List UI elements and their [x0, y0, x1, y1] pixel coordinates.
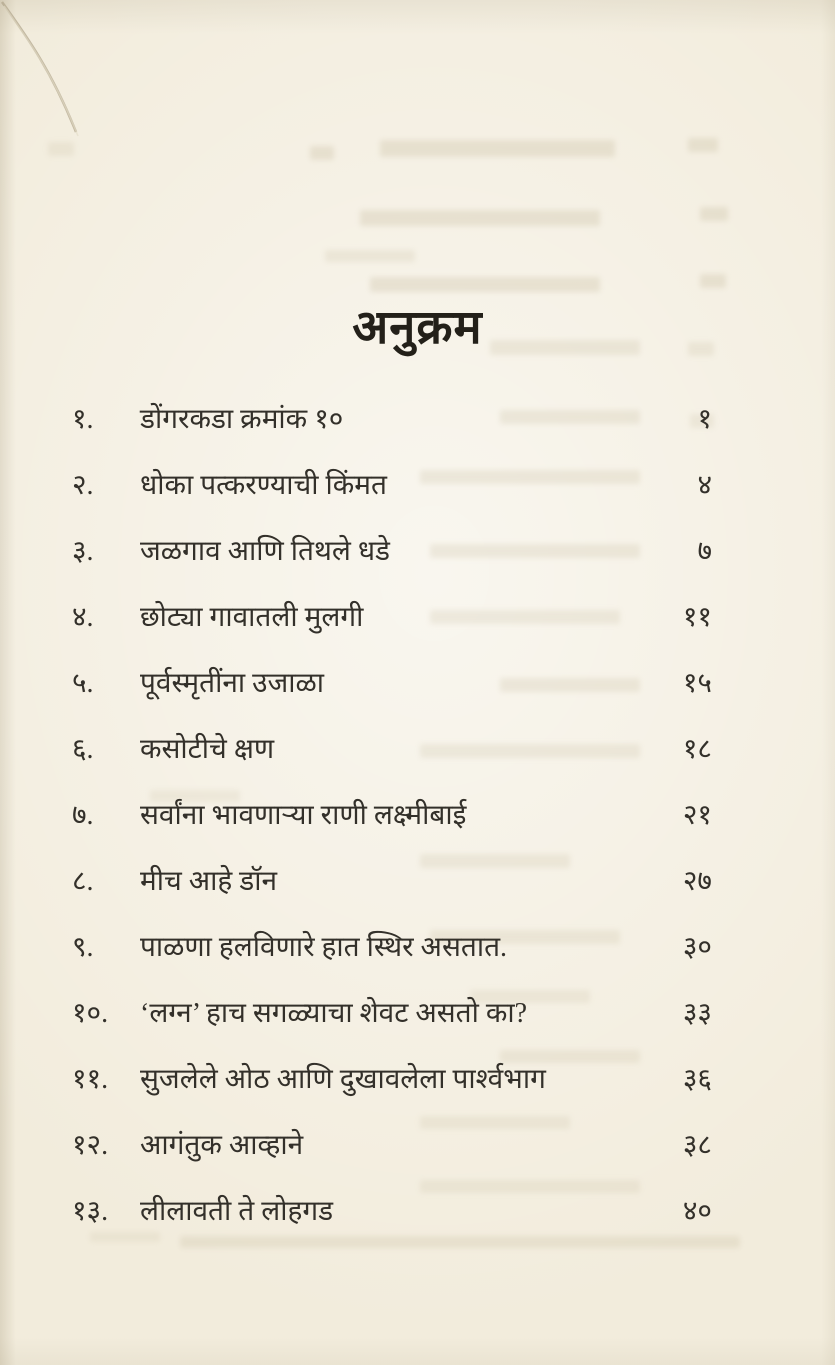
toc-row: [72, 536, 712, 602]
toc-item-page: १: [697, 404, 712, 435]
toc-item-page: ४: [697, 470, 712, 501]
toc-item-title: पूर्वस्मृतींना उजाळा: [140, 668, 325, 699]
toc-item-page: ७: [697, 536, 712, 567]
toc-item-number: ६.: [72, 734, 94, 765]
toc-item-title: सुजलेले ओठ आणि दुखावलेला पार्श्वभाग: [140, 1064, 546, 1095]
toc-item-title: सर्वांना भावणाऱ्या राणी लक्ष्मीबाई: [140, 800, 467, 831]
toc-item-number: ११.: [72, 1064, 109, 1095]
toc-row: [72, 1064, 712, 1130]
toc-item-page: ४०: [682, 1196, 712, 1227]
toc-item-title: धोका पत्करण्याची किंमत: [140, 470, 387, 501]
toc-item-page: १८: [682, 734, 712, 765]
toc-item-page: ३८: [682, 1130, 712, 1161]
toc-item-page: ३०: [682, 932, 712, 963]
toc-row: [72, 1196, 712, 1262]
toc-item-number: ४.: [72, 602, 94, 633]
toc-row: [72, 470, 712, 536]
toc-item-title: पाळणा हलविणारे हात स्थिर असतात.: [140, 932, 508, 963]
toc-item-number: १२.: [72, 1130, 109, 1161]
toc-item-page: २७: [682, 866, 712, 897]
toc-item-number: ७.: [72, 800, 94, 831]
toc-row: [72, 668, 712, 734]
table-of-contents: [72, 404, 712, 1262]
toc-item-number: ८.: [72, 866, 94, 897]
toc-row: [72, 998, 712, 1064]
toc-row: [72, 1130, 712, 1196]
toc-item-number: १.: [72, 404, 94, 435]
toc-item-number: ३.: [72, 536, 94, 567]
toc-item-page: ३६: [682, 1064, 712, 1095]
toc-item-title: डोंगरकडा क्रमांक १०: [140, 404, 344, 435]
toc-item-title: लीलावती ते लोहगड: [140, 1196, 334, 1227]
toc-row: [72, 800, 712, 866]
toc-item-title: मीच आहे डॉन: [140, 866, 278, 897]
toc-item-number: ५.: [72, 668, 94, 699]
toc-row: [72, 932, 712, 998]
toc-item-number: १३.: [72, 1196, 109, 1227]
toc-item-number: २.: [72, 470, 94, 501]
toc-item-page: २१: [682, 800, 712, 831]
toc-item-title: कसोटीचे क्षण: [140, 734, 275, 765]
toc-item-title: छोट्या गावातली मुलगी: [140, 602, 364, 633]
toc-row: [72, 734, 712, 800]
toc-item-number: ९.: [72, 932, 94, 963]
toc-item-page: ११: [682, 602, 712, 633]
toc-item-number: १०.: [72, 998, 109, 1029]
page-title: अनुक्रम: [352, 302, 483, 354]
toc-row: [72, 602, 712, 668]
toc-item-title: आगंतुक आव्हाने: [140, 1130, 304, 1161]
toc-row: [72, 404, 712, 470]
toc-row: [72, 866, 712, 932]
toc-item-title: जळगाव आणि तिथले धडे: [140, 536, 391, 567]
toc-item-page: १५: [682, 668, 712, 699]
toc-item-page: ३३: [682, 998, 712, 1029]
toc-item-title: ‘लग्न’ हाच सगळ्याचा शेवट असतो का?: [140, 998, 528, 1029]
